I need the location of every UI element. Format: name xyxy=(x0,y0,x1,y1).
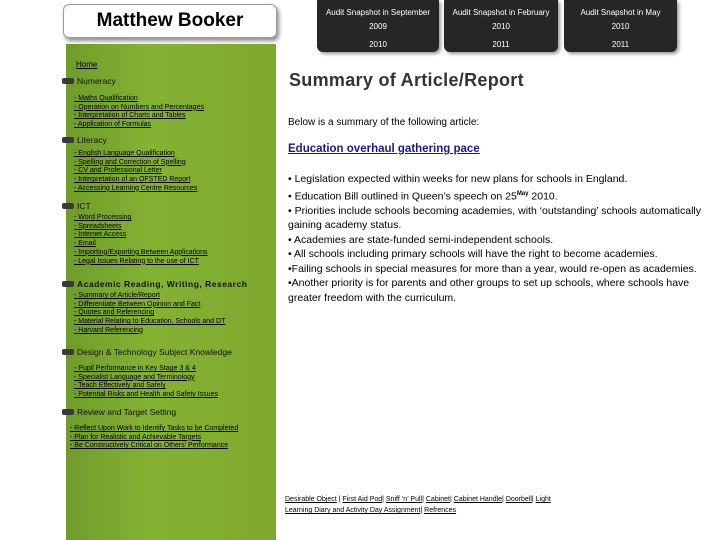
chevron-icon xyxy=(62,137,74,143)
audit-tab-year-start: 2010 xyxy=(611,22,630,31)
sidebar-section-numeracy[interactable] xyxy=(62,76,116,86)
sidebar-link[interactable]: - English Language Qualification xyxy=(74,150,175,157)
bullet-item: •Failing schools in special measures for more than a year, would re-open as academies. xyxy=(288,262,697,275)
audit-tab-september[interactable] xyxy=(317,0,439,52)
footer-link[interactable]: Light xyxy=(535,496,551,503)
sidebar-link[interactable]: - Differentiate Between Opinion and Fact xyxy=(74,300,201,308)
bullet-item: •Another priority is for parents and other groups to set up schools, where schools have greater freedom with the curriculum. xyxy=(288,277,690,304)
sidebar-link[interactable]: - Summary of Article/Report xyxy=(74,292,160,299)
section-heading: Literacy xyxy=(77,135,107,145)
sidebar-link[interactable]: - Be Constructively Critical on Others' Performance xyxy=(70,442,229,450)
sidebar-link[interactable]: - Interpretation of Charts and Tables xyxy=(74,112,186,120)
article-link[interactable]: Education overhaul gathering pace xyxy=(288,143,480,155)
sidebar-link[interactable]: - Word Processing xyxy=(74,214,132,221)
sidebar-section-ict[interactable] xyxy=(62,201,91,211)
sidebar-link[interactable]: - Maths Qualification xyxy=(74,95,138,102)
footer-link[interactable]: Learning Diary and Activity Day Assignment xyxy=(285,507,421,514)
footer-links: Desirable Object | First Aid Pod| Sniff ‘n’ Pull| Cabinet| Cabinet Handle| Doorbell| Light Learning Diary and Activity Day Assignment| Refrences xyxy=(285,496,551,514)
sidebar-link[interactable]: - Accessing Learning Centre Resources xyxy=(74,184,198,192)
sidebar-link[interactable]: - Importing/Exporting Between Applications xyxy=(74,248,208,256)
sidebar-home-link[interactable]: Home xyxy=(76,60,98,69)
sidebar-link[interactable]: - Operation on Numbers and Percentages xyxy=(74,103,204,111)
audit-tab-year-start: 2009 xyxy=(369,22,387,31)
sidebar-link[interactable]: - CV and Professional Letter xyxy=(74,167,162,175)
footer-link[interactable]: Refrences xyxy=(424,507,457,514)
footer-link[interactable]: Desirable Object xyxy=(285,496,337,503)
review-link-list xyxy=(70,425,238,451)
sidebar-link[interactable]: - Harvard Referencing xyxy=(74,326,143,334)
footer-link[interactable]: Cabinet Handle xyxy=(453,496,503,503)
numeracy-link-list xyxy=(74,95,204,130)
footer-link[interactable]: Sniff ‘n’ Pull xyxy=(385,496,423,503)
page-title: Summary of Article/Report xyxy=(289,70,524,90)
chevron-icon xyxy=(62,203,74,209)
site-title: Matthew Booker xyxy=(96,10,244,31)
intro-text: Below is a summary of the following article: xyxy=(288,117,480,128)
audit-tab-title: Audit Snapshot in February xyxy=(452,8,550,17)
bullet-item: • Legislation expected within weeks for new plans for schools in England. xyxy=(288,173,628,185)
audit-tab-may[interactable] xyxy=(564,0,677,52)
bullet-item: • Academies are state-funded semi-independent schools. xyxy=(288,233,554,246)
chevron-icon xyxy=(62,409,74,415)
sidebar-link[interactable]: - Pupil Performance in Key Stage 3 & 4 xyxy=(74,365,196,372)
summary-bullet-list xyxy=(288,172,708,305)
sidebar-link[interactable]: - Reflect Upon Work to Identify Tasks to be Completed xyxy=(70,425,239,432)
sidebar-section-academic[interactable] xyxy=(62,279,247,289)
bullet-item: • All schools including primary schools will have the right to become academies. xyxy=(288,248,658,260)
bullet-superscript: May xyxy=(516,190,529,197)
sidebar-link[interactable]: - Potential Risks and Health and Safety Issues xyxy=(74,391,218,399)
section-heading: Academic Reading, Writing, Research xyxy=(77,279,248,289)
footer-link[interactable]: First Aid Pod xyxy=(342,496,383,503)
academic-link-list xyxy=(74,292,225,336)
sidebar-link[interactable]: - Specialist Language and Terminology xyxy=(74,373,195,381)
literacy-link-list xyxy=(74,150,197,194)
section-heading: Design & Technology Subject Knowledge xyxy=(77,347,232,357)
chevron-icon xyxy=(62,349,74,355)
sidebar-link[interactable]: - Legal Issues Relating to the use of ICT xyxy=(74,257,199,265)
audit-tab-title: Audit Snapshot in May xyxy=(580,8,661,17)
sidebar-link[interactable]: - Plan for Realistic and Achievable Targets xyxy=(70,433,201,441)
section-heading: Review and Target Setting xyxy=(77,407,177,417)
sidebar-link[interactable]: - Material Relating to Education, Schools and DT xyxy=(74,318,226,326)
sidebar-link[interactable]: - Teach Effectively and Safely xyxy=(74,382,166,390)
audit-tab-year-end: 2011 xyxy=(611,40,630,49)
footer-link[interactable]: Cabinet xyxy=(425,496,451,503)
audit-tab-title: Audit Snapshot in September xyxy=(325,8,431,17)
audit-tab-february[interactable] xyxy=(444,0,558,52)
bullet-text-end: 2010. xyxy=(528,190,558,202)
sidebar-link[interactable]: - Email xyxy=(74,240,96,248)
sidebar-link[interactable]: - Application of Formulas xyxy=(74,121,152,129)
sidebar-link[interactable]: - Internet Access xyxy=(74,231,127,239)
audit-tab-year-end: 2010 xyxy=(369,40,387,49)
chevron-icon xyxy=(62,78,74,84)
audit-tab-year-start: 2010 xyxy=(492,22,510,31)
sidebar-section-literacy[interactable] xyxy=(62,135,107,145)
site-title-box xyxy=(63,4,277,38)
section-heading: Numeracy xyxy=(77,76,116,86)
sidebar-link[interactable]: - Interpretation of an OFSTED Report xyxy=(74,176,191,184)
sidebar-link[interactable]: - Quotes and Referencing xyxy=(74,309,155,317)
sidebar-section-dt[interactable] xyxy=(62,347,232,357)
dt-link-list xyxy=(74,365,218,400)
ict-link-list xyxy=(74,214,207,266)
footer-link[interactable]: Doorbell xyxy=(505,496,532,503)
sidebar-link[interactable]: - Spelling and Correction of Spelling xyxy=(74,158,186,166)
bullet-text: • Education Bill outlined in Queen’s speech on 25 xyxy=(288,190,517,202)
sidebar-link[interactable]: - Spreadsheets xyxy=(74,222,122,230)
sidebar-section-review[interactable] xyxy=(62,407,176,417)
bullet-item xyxy=(288,187,708,204)
section-heading: ICT xyxy=(77,201,91,211)
audit-tab-year-end: 2011 xyxy=(492,40,510,49)
bullet-item: • Priorities include schools becoming academies, with ‘outstanding’ schools automatically gaining academy status. xyxy=(288,204,701,231)
chevron-icon xyxy=(62,281,74,287)
